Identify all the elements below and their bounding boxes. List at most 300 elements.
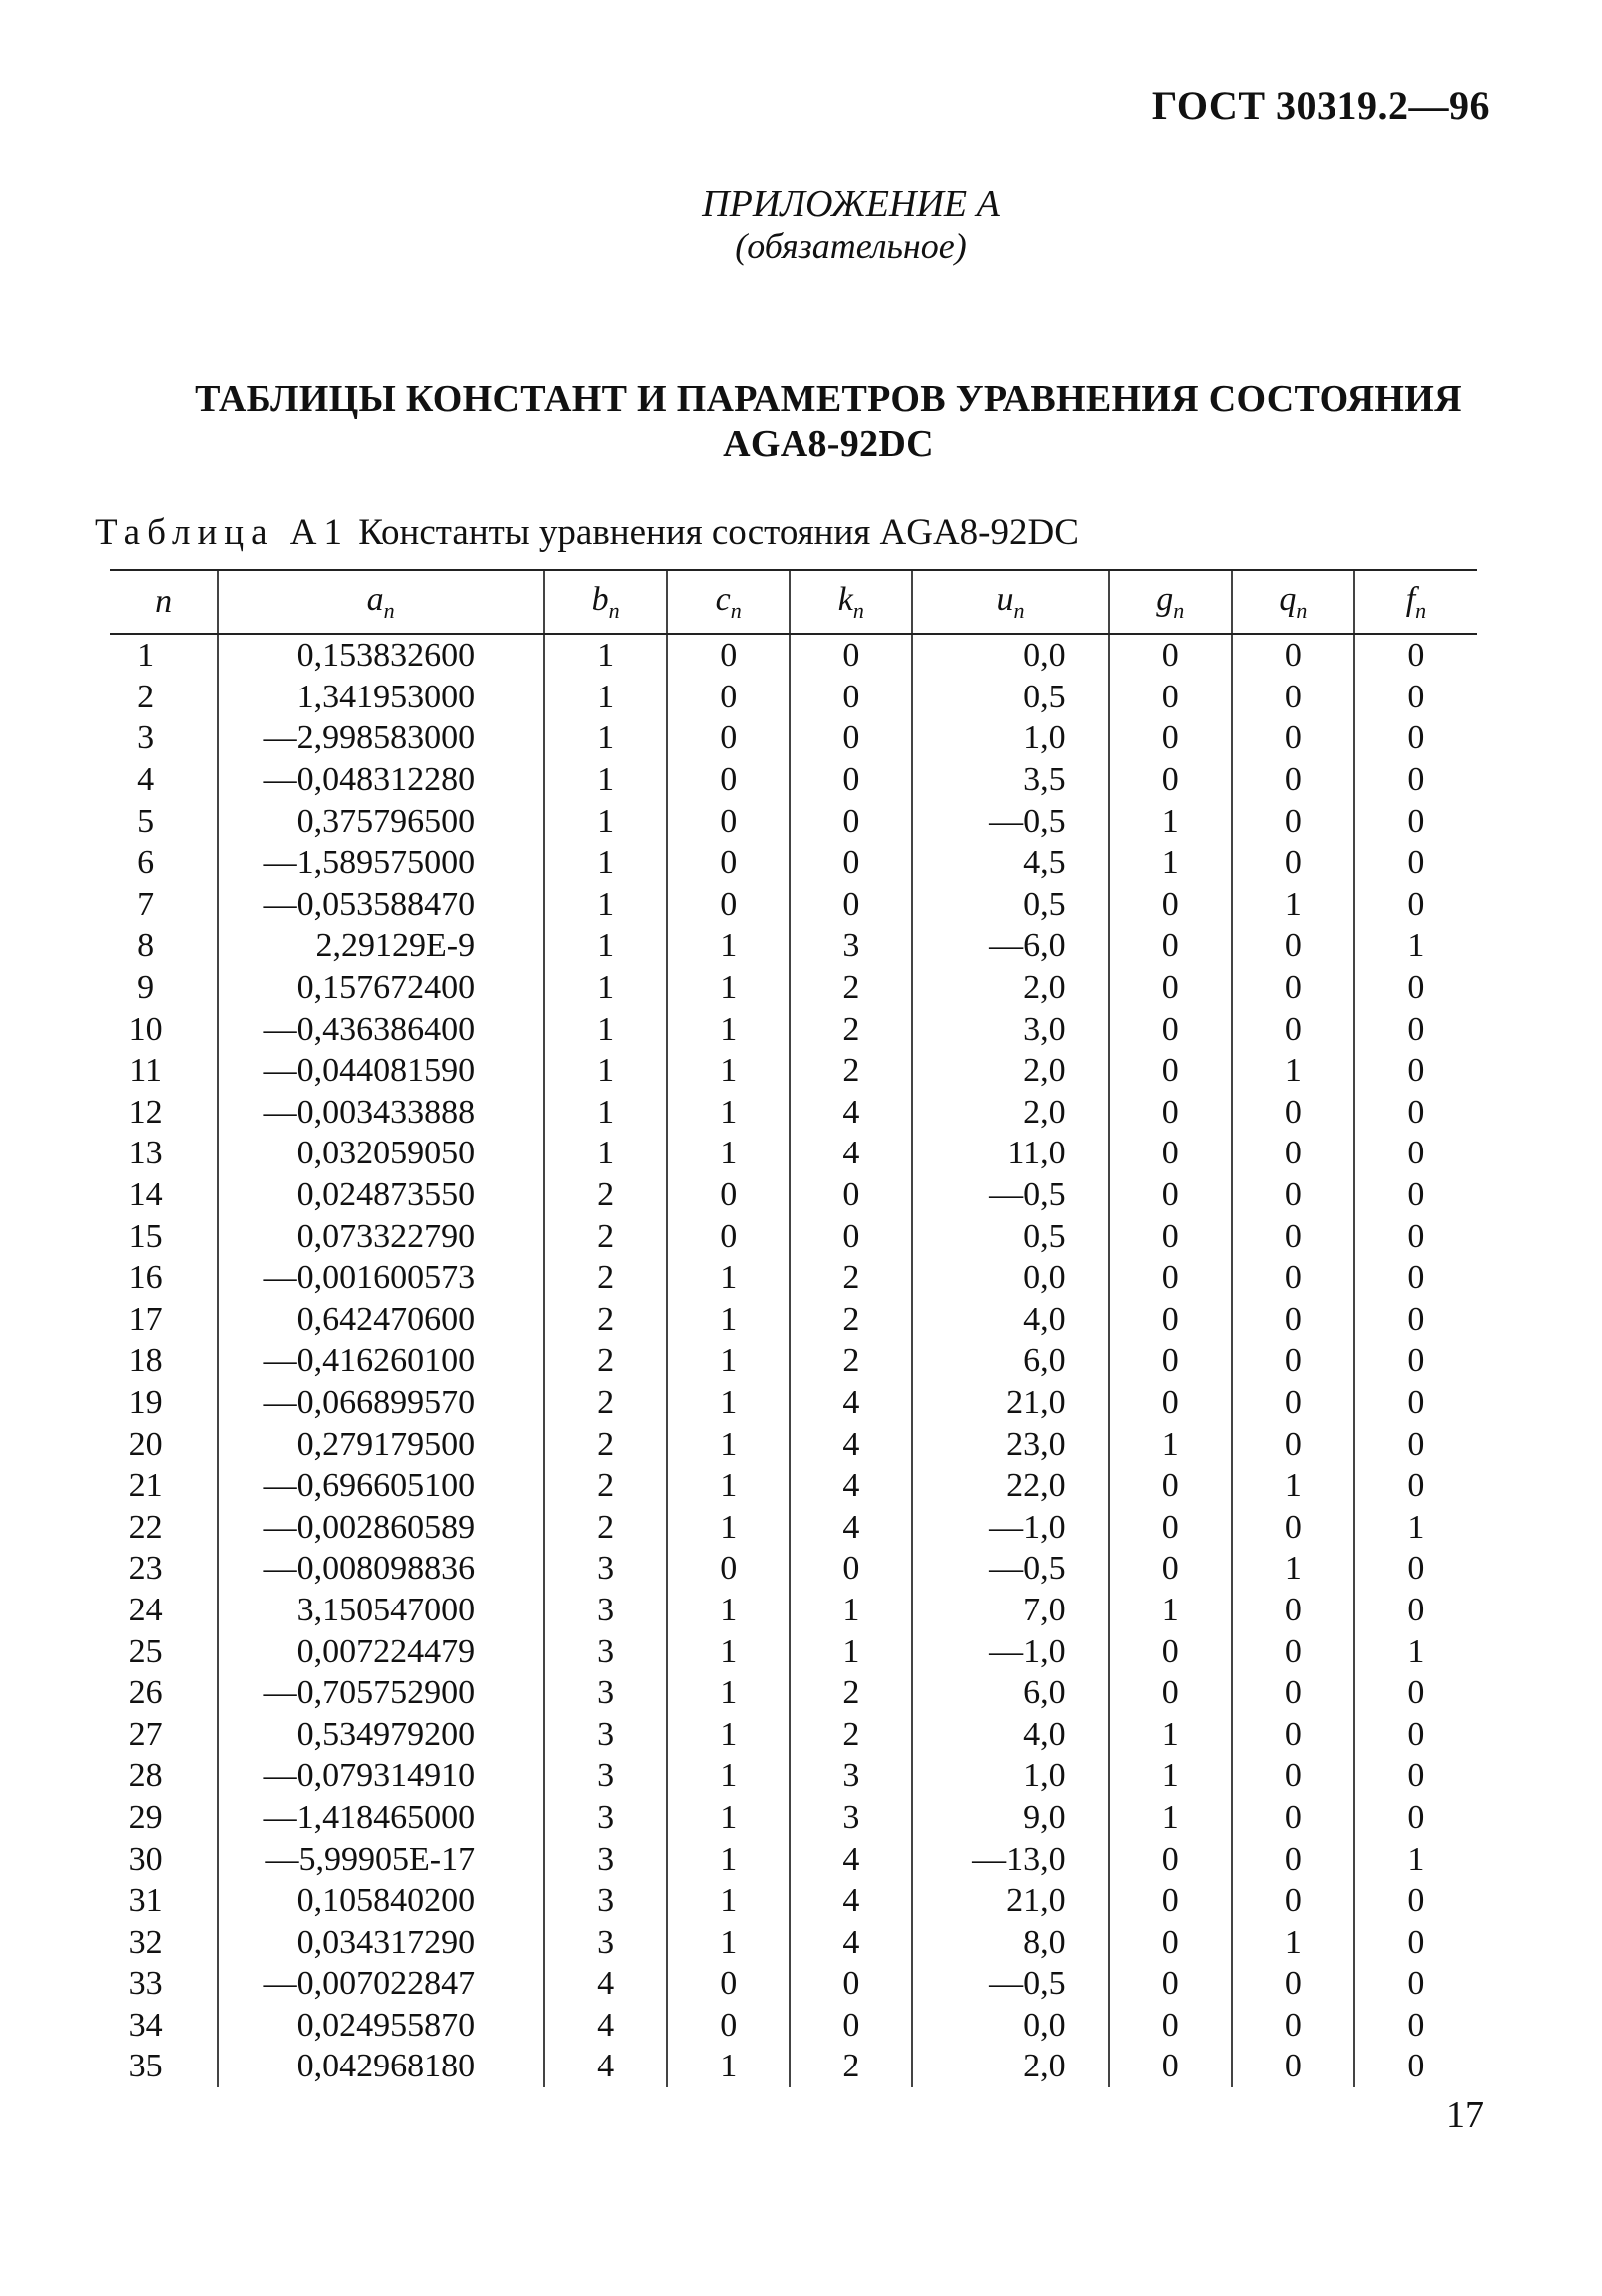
table-row <box>110 634 1477 677</box>
cell-q: 0 <box>1232 1092 1354 1134</box>
cell-n: 16 <box>128 1259 163 1297</box>
cell-f: 0 <box>1354 884 1477 926</box>
cell-k: 2 <box>790 1050 912 1092</box>
cell-b: 1 <box>544 677 667 718</box>
cell-a: 0,073322790 <box>218 1215 544 1257</box>
cell-b: 3 <box>544 1713 667 1755</box>
cell-g: 0 <box>1109 1008 1232 1050</box>
cell-q: 1 <box>1232 1921 1354 1963</box>
cell-u: 11,0 <box>912 1133 1108 1174</box>
cell-n: 12 <box>128 1093 163 1131</box>
cell-a: 2,29129E-9 <box>218 925 544 967</box>
cell-a: —0,044081590 <box>218 1050 544 1092</box>
column-header-symbol: g <box>1156 580 1174 618</box>
cell-c: 0 <box>667 2005 790 2047</box>
cell-f: 0 <box>1354 1921 1477 1963</box>
cell-f: 0 <box>1354 1797 1477 1839</box>
cell-f: 0 <box>1354 1340 1477 1382</box>
cell-q: 0 <box>1232 717 1354 759</box>
cell-n: 35 <box>128 2048 163 2085</box>
cell-b: 4 <box>544 2005 667 2047</box>
cell-q: 0 <box>1232 1630 1354 1672</box>
cell-u: 1,0 <box>912 717 1108 759</box>
column-header-subscript: n <box>730 597 742 623</box>
cell-g: 0 <box>1109 1257 1232 1299</box>
cell-b: 1 <box>544 925 667 967</box>
cell-u: 2,0 <box>912 2046 1108 2087</box>
cell-u: 0,5 <box>912 884 1108 926</box>
cell-q: 0 <box>1232 1133 1354 1174</box>
cell-q: 0 <box>1232 1174 1354 1216</box>
cell-n: 19 <box>128 1383 163 1421</box>
cell-q: 0 <box>1232 2005 1354 2047</box>
cell-g: 0 <box>1109 1880 1232 1922</box>
cell-n: 32 <box>128 1923 163 1961</box>
cell-n: 28 <box>128 1757 163 1795</box>
cell-k: 0 <box>790 717 912 759</box>
table-caption-text: Константы уравнения состояния AGA8-92DC <box>358 512 1079 553</box>
cell-f: 0 <box>1354 1880 1477 1922</box>
cell-f: 0 <box>1354 1713 1477 1755</box>
cell-c: 1 <box>667 1008 790 1050</box>
cell-g: 0 <box>1109 717 1232 759</box>
cell-q: 0 <box>1232 800 1354 842</box>
cell-f: 0 <box>1354 2005 1477 2047</box>
cell-c: 0 <box>667 1215 790 1257</box>
cell-q: 0 <box>1232 677 1354 718</box>
cell-n: 6 <box>137 844 155 882</box>
cell-c: 1 <box>667 1340 790 1382</box>
cell-u: —0,5 <box>912 1174 1108 1216</box>
cell-g: 1 <box>1109 1713 1232 1755</box>
column-header-symbol: k <box>837 580 853 618</box>
cell-g: 0 <box>1109 1672 1232 1714</box>
cell-q: 1 <box>1232 1548 1354 1590</box>
cell-n: 15 <box>128 1217 163 1255</box>
cell-u: 22,0 <box>912 1465 1108 1507</box>
cell-a: —0,705752900 <box>218 1672 544 1714</box>
cell-k: 1 <box>790 1630 912 1672</box>
cell-a: 0,157672400 <box>218 967 544 1009</box>
cell-g: 1 <box>1109 1755 1232 1797</box>
cell-g: 0 <box>1109 884 1232 926</box>
appendix-title: ПРИЛОЖЕНИЕ А <box>702 183 1000 225</box>
cell-q: 0 <box>1232 1590 1354 1631</box>
cell-u: 0,5 <box>912 677 1108 718</box>
cell-u: 7,0 <box>912 1590 1108 1631</box>
cell-n: 33 <box>128 1965 163 2003</box>
cell-u: 0,0 <box>912 2005 1108 2047</box>
cell-f: 1 <box>1354 1630 1477 1672</box>
cell-b: 2 <box>544 1465 667 1507</box>
table-row <box>110 2005 1477 2047</box>
cell-f: 0 <box>1354 1050 1477 1092</box>
cell-q: 0 <box>1232 1215 1354 1257</box>
cell-k: 0 <box>790 634 912 677</box>
constants-table <box>110 569 1477 2087</box>
cell-k: 4 <box>790 1382 912 1424</box>
cell-b: 3 <box>544 1548 667 1590</box>
cell-c: 1 <box>667 1257 790 1299</box>
cell-f: 1 <box>1354 1506 1477 1548</box>
cell-f: 0 <box>1354 634 1477 677</box>
cell-q: 0 <box>1232 1713 1354 1755</box>
cell-u: 6,0 <box>912 1672 1108 1714</box>
cell-g: 0 <box>1109 1548 1232 1590</box>
table-row <box>110 1921 1477 1963</box>
table-row <box>110 1755 1477 1797</box>
column-header-c <box>667 570 790 634</box>
cell-k: 4 <box>790 1133 912 1174</box>
cell-f: 0 <box>1354 1755 1477 1797</box>
cell-q: 0 <box>1232 1963 1354 2005</box>
cell-k: 2 <box>790 1672 912 1714</box>
cell-u: 0,5 <box>912 1215 1108 1257</box>
cell-b: 2 <box>544 1174 667 1216</box>
cell-c: 1 <box>667 1713 790 1755</box>
cell-g: 0 <box>1109 1838 1232 1880</box>
table-row <box>110 1506 1477 1548</box>
cell-k: 2 <box>790 1340 912 1382</box>
cell-q: 1 <box>1232 884 1354 926</box>
cell-a: —0,008098836 <box>218 1548 544 1590</box>
cell-k: 0 <box>790 1963 912 2005</box>
cell-a: —5,99905E-17 <box>218 1838 544 1880</box>
column-header-subscript: n <box>383 597 395 623</box>
cell-c: 1 <box>667 1590 790 1631</box>
cell-c: 1 <box>667 1921 790 1963</box>
cell-k: 2 <box>790 1299 912 1341</box>
column-header-subscript: n <box>608 597 620 623</box>
cell-u: 4,5 <box>912 842 1108 884</box>
cell-q: 0 <box>1232 1755 1354 1797</box>
table-row <box>110 925 1477 967</box>
cell-k: 0 <box>790 1174 912 1216</box>
cell-u: 0,0 <box>912 634 1108 677</box>
cell-n: 26 <box>128 1674 163 1712</box>
cell-k: 0 <box>790 759 912 801</box>
cell-a: —0,416260100 <box>218 1340 544 1382</box>
cell-u: 0,0 <box>912 1257 1108 1299</box>
cell-g: 0 <box>1109 1340 1232 1382</box>
cell-b: 3 <box>544 1630 667 1672</box>
cell-f: 0 <box>1354 967 1477 1009</box>
cell-g: 0 <box>1109 1174 1232 1216</box>
cell-a: —0,001600573 <box>218 1257 544 1299</box>
cell-n: 10 <box>128 1010 163 1048</box>
cell-c: 1 <box>667 967 790 1009</box>
cell-k: 3 <box>790 925 912 967</box>
cell-n: 1 <box>137 637 155 675</box>
cell-u: 9,0 <box>912 1797 1108 1839</box>
table-caption <box>95 511 1079 554</box>
cell-a: 1,341953000 <box>218 677 544 718</box>
cell-f: 0 <box>1354 1133 1477 1174</box>
column-header-a <box>218 570 544 634</box>
cell-u: 23,0 <box>912 1423 1108 1465</box>
cell-f: 0 <box>1354 1215 1477 1257</box>
column-header-symbol: n <box>155 583 173 620</box>
cell-k: 2 <box>790 1008 912 1050</box>
cell-a: —0,002860589 <box>218 1506 544 1548</box>
cell-c: 0 <box>667 1963 790 2005</box>
table-row <box>110 967 1477 1009</box>
cell-u: 2,0 <box>912 1092 1108 1134</box>
cell-n: 22 <box>128 1508 163 1546</box>
cell-a: 0,032059050 <box>218 1133 544 1174</box>
main-title <box>90 377 1567 467</box>
cell-b: 1 <box>544 1050 667 1092</box>
column-header-symbol: u <box>996 580 1014 618</box>
column-header-subscript: n <box>1173 597 1185 623</box>
cell-u: 2,0 <box>912 967 1108 1009</box>
cell-b: 3 <box>544 1755 667 1797</box>
table-row <box>110 1797 1477 1839</box>
cell-a: 0,007224479 <box>218 1630 544 1672</box>
cell-c: 0 <box>667 759 790 801</box>
cell-c: 1 <box>667 1299 790 1341</box>
cell-a: —0,003433888 <box>218 1092 544 1134</box>
page-number: 17 <box>1446 2094 1484 2136</box>
cell-g: 0 <box>1109 1215 1232 1257</box>
cell-q: 0 <box>1232 1838 1354 1880</box>
table-row <box>110 1423 1477 1465</box>
cell-g: 0 <box>1109 1382 1232 1424</box>
cell-f: 0 <box>1354 1092 1477 1134</box>
appendix-subtitle: (обязательное) <box>735 227 967 266</box>
cell-q: 0 <box>1232 1672 1354 1714</box>
cell-n: 5 <box>137 802 155 840</box>
table-row <box>110 1174 1477 1216</box>
cell-k: 4 <box>790 1423 912 1465</box>
cell-g: 0 <box>1109 1963 1232 2005</box>
cell-a: —0,053588470 <box>218 884 544 926</box>
cell-g: 0 <box>1109 1921 1232 1963</box>
cell-b: 3 <box>544 1838 667 1880</box>
column-header-subscript: n <box>1296 597 1308 623</box>
cell-q: 0 <box>1232 842 1354 884</box>
cell-b: 1 <box>544 1008 667 1050</box>
cell-k: 4 <box>790 1880 912 1922</box>
cell-q: 0 <box>1232 967 1354 1009</box>
cell-a: 0,105840200 <box>218 1880 544 1922</box>
cell-u: —0,5 <box>912 1963 1108 2005</box>
cell-n: 23 <box>128 1550 163 1588</box>
cell-g: 1 <box>1109 842 1232 884</box>
cell-k: 0 <box>790 1215 912 1257</box>
cell-c: 1 <box>667 1880 790 1922</box>
cell-u: —1,0 <box>912 1506 1108 1548</box>
cell-f: 0 <box>1354 1382 1477 1424</box>
table-row <box>110 1257 1477 1299</box>
cell-b: 3 <box>544 1672 667 1714</box>
cell-f: 0 <box>1354 1672 1477 1714</box>
cell-n: 24 <box>128 1591 163 1628</box>
cell-g: 0 <box>1109 1465 1232 1507</box>
cell-k: 0 <box>790 2005 912 2047</box>
column-header-subscript: n <box>1013 597 1025 623</box>
cell-g: 0 <box>1109 967 1232 1009</box>
cell-f: 0 <box>1354 1174 1477 1216</box>
cell-k: 4 <box>790 1921 912 1963</box>
cell-c: 1 <box>667 1755 790 1797</box>
cell-a: —0,079314910 <box>218 1755 544 1797</box>
cell-b: 1 <box>544 634 667 677</box>
cell-a: —0,436386400 <box>218 1008 544 1050</box>
table-row <box>110 884 1477 926</box>
cell-a: 0,024955870 <box>218 2005 544 2047</box>
column-header-symbol: b <box>591 580 609 618</box>
cell-a: —0,048312280 <box>218 759 544 801</box>
column-header-symbol: a <box>366 580 384 618</box>
cell-n: 9 <box>137 969 155 1007</box>
cell-q: 0 <box>1232 1797 1354 1839</box>
cell-c: 1 <box>667 1630 790 1672</box>
cell-k: 0 <box>790 1548 912 1590</box>
cell-c: 1 <box>667 1465 790 1507</box>
cell-g: 0 <box>1109 634 1232 677</box>
cell-a: —1,418465000 <box>218 1797 544 1839</box>
column-header-subscript: n <box>852 597 864 623</box>
cell-q: 0 <box>1232 2046 1354 2087</box>
cell-b: 3 <box>544 1797 667 1839</box>
cell-k: 2 <box>790 1257 912 1299</box>
cell-b: 1 <box>544 800 667 842</box>
cell-n: 3 <box>137 719 155 757</box>
table-row <box>110 1382 1477 1424</box>
column-header-k <box>790 570 912 634</box>
cell-k: 3 <box>790 1797 912 1839</box>
table-row <box>110 759 1477 801</box>
cell-n: 4 <box>137 761 155 799</box>
cell-g: 0 <box>1109 1050 1232 1092</box>
cell-c: 1 <box>667 1672 790 1714</box>
cell-u: 21,0 <box>912 1880 1108 1922</box>
cell-k: 4 <box>790 1465 912 1507</box>
cell-a: 0,534979200 <box>218 1713 544 1755</box>
cell-n: 13 <box>128 1135 163 1172</box>
cell-b: 2 <box>544 1382 667 1424</box>
cell-g: 0 <box>1109 1506 1232 1548</box>
cell-a: 0,024873550 <box>218 1174 544 1216</box>
cell-c: 0 <box>667 717 790 759</box>
cell-b: 3 <box>544 1880 667 1922</box>
cell-k: 2 <box>790 2046 912 2087</box>
cell-c: 1 <box>667 1838 790 1880</box>
cell-k: 3 <box>790 1755 912 1797</box>
cell-b: 4 <box>544 2046 667 2087</box>
cell-c: 0 <box>667 1174 790 1216</box>
cell-n: 25 <box>128 1632 163 1670</box>
cell-u: —13,0 <box>912 1838 1108 1880</box>
cell-n: 18 <box>128 1342 163 1380</box>
cell-u: 3,5 <box>912 759 1108 801</box>
cell-b: 2 <box>544 1340 667 1382</box>
cell-f: 0 <box>1354 1423 1477 1465</box>
cell-c: 0 <box>667 677 790 718</box>
cell-b: 3 <box>544 1921 667 1963</box>
cell-a: —0,007022847 <box>218 1963 544 2005</box>
cell-u: 8,0 <box>912 1921 1108 1963</box>
cell-b: 4 <box>544 1963 667 2005</box>
cell-q: 0 <box>1232 925 1354 967</box>
cell-b: 1 <box>544 1092 667 1134</box>
cell-q: 0 <box>1232 759 1354 801</box>
cell-k: 2 <box>790 1713 912 1755</box>
cell-q: 0 <box>1232 1257 1354 1299</box>
cell-f: 1 <box>1354 1838 1477 1880</box>
cell-n: 34 <box>128 2006 163 2044</box>
cell-f: 0 <box>1354 1548 1477 1590</box>
cell-u: 4,0 <box>912 1713 1108 1755</box>
cell-q: 0 <box>1232 1008 1354 1050</box>
cell-n: 31 <box>128 1882 163 1920</box>
cell-n: 7 <box>137 885 155 923</box>
cell-b: 1 <box>544 967 667 1009</box>
cell-q: 0 <box>1232 1299 1354 1341</box>
cell-k: 4 <box>790 1092 912 1134</box>
cell-g: 0 <box>1109 2005 1232 2047</box>
cell-a: —0,696605100 <box>218 1465 544 1507</box>
table-row <box>110 1465 1477 1507</box>
cell-k: 2 <box>790 967 912 1009</box>
cell-c: 1 <box>667 925 790 967</box>
cell-q: 0 <box>1232 1340 1354 1382</box>
table-row <box>110 1215 1477 1257</box>
cell-g: 1 <box>1109 1423 1232 1465</box>
cell-b: 2 <box>544 1215 667 1257</box>
cell-a: —1,589575000 <box>218 842 544 884</box>
cell-g: 0 <box>1109 759 1232 801</box>
main-title-line-2: AGA8-92DC <box>723 423 934 465</box>
cell-g: 0 <box>1109 2046 1232 2087</box>
cell-a: 0,042968180 <box>218 2046 544 2087</box>
cell-c: 1 <box>667 1092 790 1134</box>
column-header-u <box>912 570 1108 634</box>
cell-g: 0 <box>1109 925 1232 967</box>
table-row <box>110 717 1477 759</box>
cell-g: 1 <box>1109 1797 1232 1839</box>
cell-b: 1 <box>544 759 667 801</box>
cell-c: 1 <box>667 1133 790 1174</box>
cell-n: 30 <box>128 1840 163 1878</box>
table-row <box>110 1050 1477 1092</box>
cell-a: 0,375796500 <box>218 800 544 842</box>
cell-n: 2 <box>137 678 155 715</box>
cell-u: —6,0 <box>912 925 1108 967</box>
cell-f: 0 <box>1354 2046 1477 2087</box>
table-row <box>110 1590 1477 1631</box>
cell-f: 0 <box>1354 717 1477 759</box>
table-row <box>110 800 1477 842</box>
cell-n: 14 <box>128 1176 163 1214</box>
cell-k: 0 <box>790 800 912 842</box>
cell-q: 0 <box>1232 1880 1354 1922</box>
cell-f: 0 <box>1354 800 1477 842</box>
cell-c: 0 <box>667 842 790 884</box>
cell-k: 0 <box>790 842 912 884</box>
cell-a: —2,998583000 <box>218 717 544 759</box>
cell-b: 1 <box>544 884 667 926</box>
table-row <box>110 1133 1477 1174</box>
cell-q: 0 <box>1232 1382 1354 1424</box>
cell-c: 1 <box>667 1423 790 1465</box>
cell-b: 2 <box>544 1506 667 1548</box>
column-header-symbol: c <box>715 580 731 618</box>
cell-b: 2 <box>544 1299 667 1341</box>
table-body <box>110 634 1477 2087</box>
cell-k: 4 <box>790 1838 912 1880</box>
